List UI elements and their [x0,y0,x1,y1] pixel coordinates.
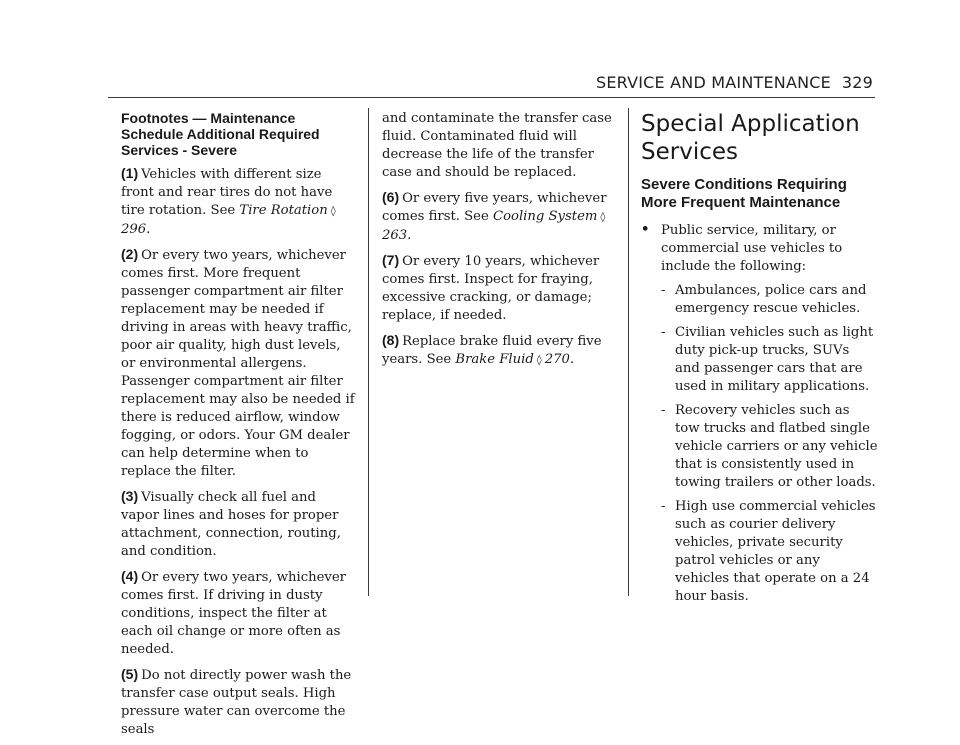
sub-list-item [641,498,878,606]
footnote-end: . [146,222,151,237]
page-reference-arrow-icon: ◊ [330,206,336,217]
cross-reference-page: 270 [544,352,570,367]
sub-list-item [641,402,878,492]
footnote-5-part-1 [121,665,356,739]
footnote-number: (8) [382,332,400,348]
page-reference-arrow-icon: ◊ [536,355,542,366]
footnote-text: Replace brake fluid every five years. See [382,334,602,367]
cross-reference-title: Tire Rotation [239,203,328,218]
footnote-text: Or every two years, whichever comes first. More frequent passenger compartment air filter replacement may be needed if driving in areas with heavy traffic, poor air quality, high dust levels, or environmental allergens. Passenger compartment air filter replacement may also be needed if there is reduced airflow, window fogging, or odors. Your GM dealer can help determine when to replace the filter. [121,248,355,479]
sub-list-item-text: Ambulances, police cars and emergency rescue vehicles. [675,283,867,316]
dash-icon: - [661,283,666,298]
footnote-text: Or every 10 years, whichever comes first. Inspect for fraying, excessive cracking, or damage; replace, if needed. [382,254,600,323]
footnote-text: Vehicles with different size front and rear tires do not have tire rotation. See [121,167,333,218]
sub-list-item-text: Recovery vehicles such as tow trucks and flatbed single vehicle carriers or any vehicle that is consistently used in towing trailers or other loads. [675,403,878,490]
footnote-2 [121,245,356,481]
footnote-5-part-2 [382,110,618,182]
cross-reference-title: Cooling System [492,209,598,224]
page-number: 329 [841,73,873,92]
column-2 [382,110,618,376]
cross-reference-title: Brake Fluid [455,352,534,367]
footnote-number: (2) [121,246,139,262]
list-item-text: Public service, military, or commercial use vehicles to include the following: [661,223,843,274]
sub-list-item-text: Civilian vehicles such as light duty pick-up trucks, SUVs and passenger cars that are used in military applications. [675,325,874,394]
list-item [641,222,878,276]
footnote-number: (5) [121,666,139,682]
footnote-6 [382,188,618,245]
column-divider-1 [368,108,369,596]
cross-reference-page: 296 [121,222,147,237]
sub-list-item-text: High use commercial vehicles such as courier delivery vehicles, private security patrol vehicles or any vehicles that operate on a 24 hour basis. [675,499,876,604]
footnote-text: and contaminate the transfer case fluid. Contaminated fluid will decrease the life of the transfer case and should be replaced. [382,111,612,180]
section-heading: Special Application Services [641,111,860,165]
column-1 [121,110,356,745]
footnote-4 [121,567,356,659]
footnote-text: Or every five years, whichever comes first. See [382,191,607,224]
sub-list-item [641,282,878,318]
cross-reference-link[interactable] [455,352,570,367]
column-3 [641,110,878,612]
footnote-3 [121,487,356,561]
dash-icon: - [661,499,666,514]
dash-icon: - [661,403,666,418]
footnote-text: Or every two years, whichever comes first. If driving in dusty conditions, inspect the filter at each oil change or more often as needed. [121,570,346,657]
footnotes-heading: Footnotes — Maintenance Schedule Additional Required Services - Severe [121,110,320,158]
page-header [596,73,875,97]
footnote-8 [382,331,618,370]
cross-reference-page: 263 [382,228,408,243]
subsection-heading: Severe Conditions Requiring More Frequent Maintenance [641,176,847,211]
footnote-number: (4) [121,568,139,584]
footnote-number: (3) [121,488,139,504]
footnote-text: Do not directly power wash the transfer case output seals. High pressure water can overcome the seals [121,668,352,737]
dash-icon: - [661,325,666,340]
footnote-number: (1) [121,165,139,181]
footnote-end: . [407,228,412,243]
page-reference-arrow-icon: ◊ [600,212,606,223]
footnote-text: Visually check all fuel and vapor lines and hoses for proper attachment, connection, routing, and condition. [121,490,341,559]
footnote-number: (6) [382,189,400,205]
column-divider-2 [628,108,629,596]
footnote-7 [382,251,618,325]
sub-list-item [641,324,878,396]
footnote-1 [121,164,356,239]
footnote-end: . [569,352,575,367]
header-rule [108,97,875,98]
footnote-number: (7) [382,252,400,268]
section-title: SERVICE AND MAINTENANCE [596,73,831,92]
bullet-icon: • [641,222,650,237]
